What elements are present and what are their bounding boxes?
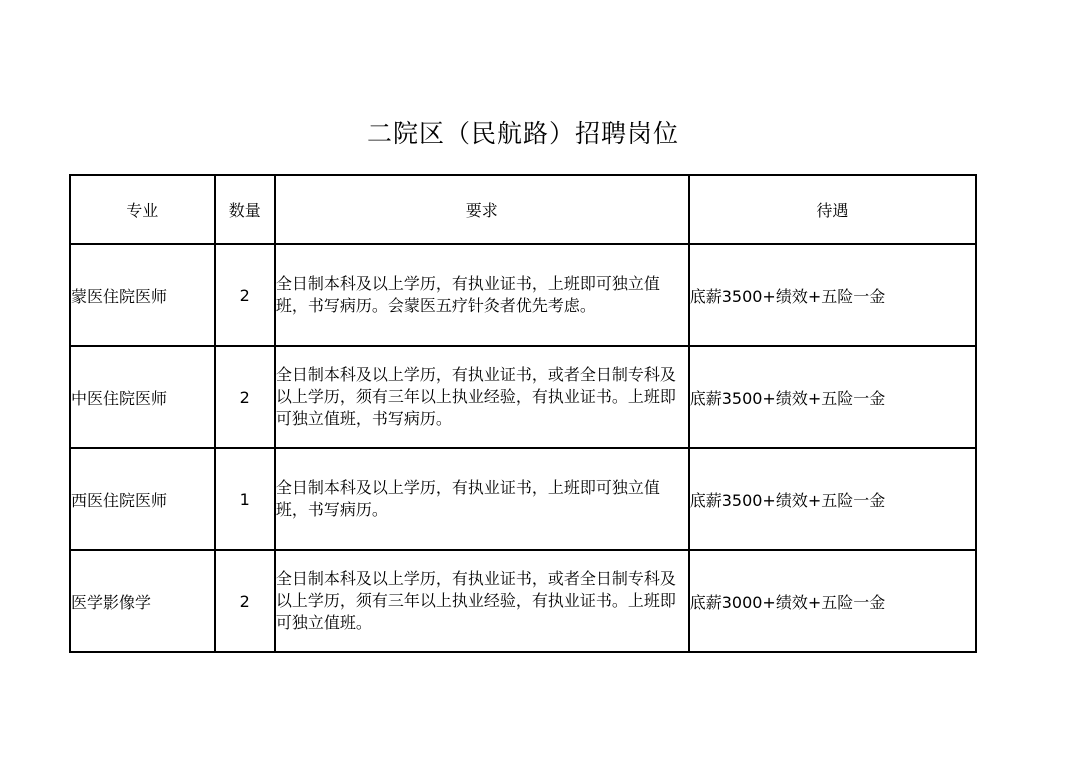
- cell-major: 医学影像学: [70, 550, 215, 652]
- cell-major: 西医住院医师: [70, 448, 215, 550]
- header-count: 数量: [215, 175, 275, 244]
- table-row: [70, 244, 976, 346]
- cell-salary: 底薪3000+绩效+五险一金: [689, 550, 976, 652]
- cell-requirements: 全日制本科及以上学历，有执业证书，或者全日制专科及以上学历，须有三年以上执业经验，有执业证书。上班即可独立值班。: [275, 550, 689, 652]
- header-salary: 待遇: [689, 175, 976, 244]
- table-row: [70, 448, 976, 550]
- cell-salary: 底薪3500+绩效+五险一金: [689, 244, 976, 346]
- cell-count: 2: [215, 244, 275, 346]
- cell-count: 2: [215, 550, 275, 652]
- table-row: [70, 550, 976, 652]
- cell-requirements: 全日制本科及以上学历，有执业证书，上班即可独立值班，书写病历。: [275, 448, 689, 550]
- header-major: 专业: [70, 175, 215, 244]
- cell-count: 2: [215, 346, 275, 448]
- cell-major: 中医住院医师: [70, 346, 215, 448]
- header-requirements: 要求: [275, 175, 689, 244]
- recruitment-table: [69, 174, 977, 653]
- cell-count: 1: [215, 448, 275, 550]
- cell-requirements: 全日制本科及以上学历，有执业证书，上班即可独立值班，书写病历。会蒙医五疗针灸者优先考虑。: [275, 244, 689, 346]
- cell-salary: 底薪3500+绩效+五险一金: [689, 346, 976, 448]
- cell-salary: 底薪3500+绩效+五险一金: [689, 448, 976, 550]
- cell-requirements: 全日制本科及以上学历，有执业证书，或者全日制专科及以上学历，须有三年以上执业经验，有执业证书。上班即可独立值班，书写病历。: [275, 346, 689, 448]
- page-title: 二院区（民航路）招聘岗位: [366, 119, 679, 148]
- cell-major: 蒙医住院医师: [70, 244, 215, 346]
- table-header-row: [70, 175, 976, 244]
- table-row: [70, 346, 976, 448]
